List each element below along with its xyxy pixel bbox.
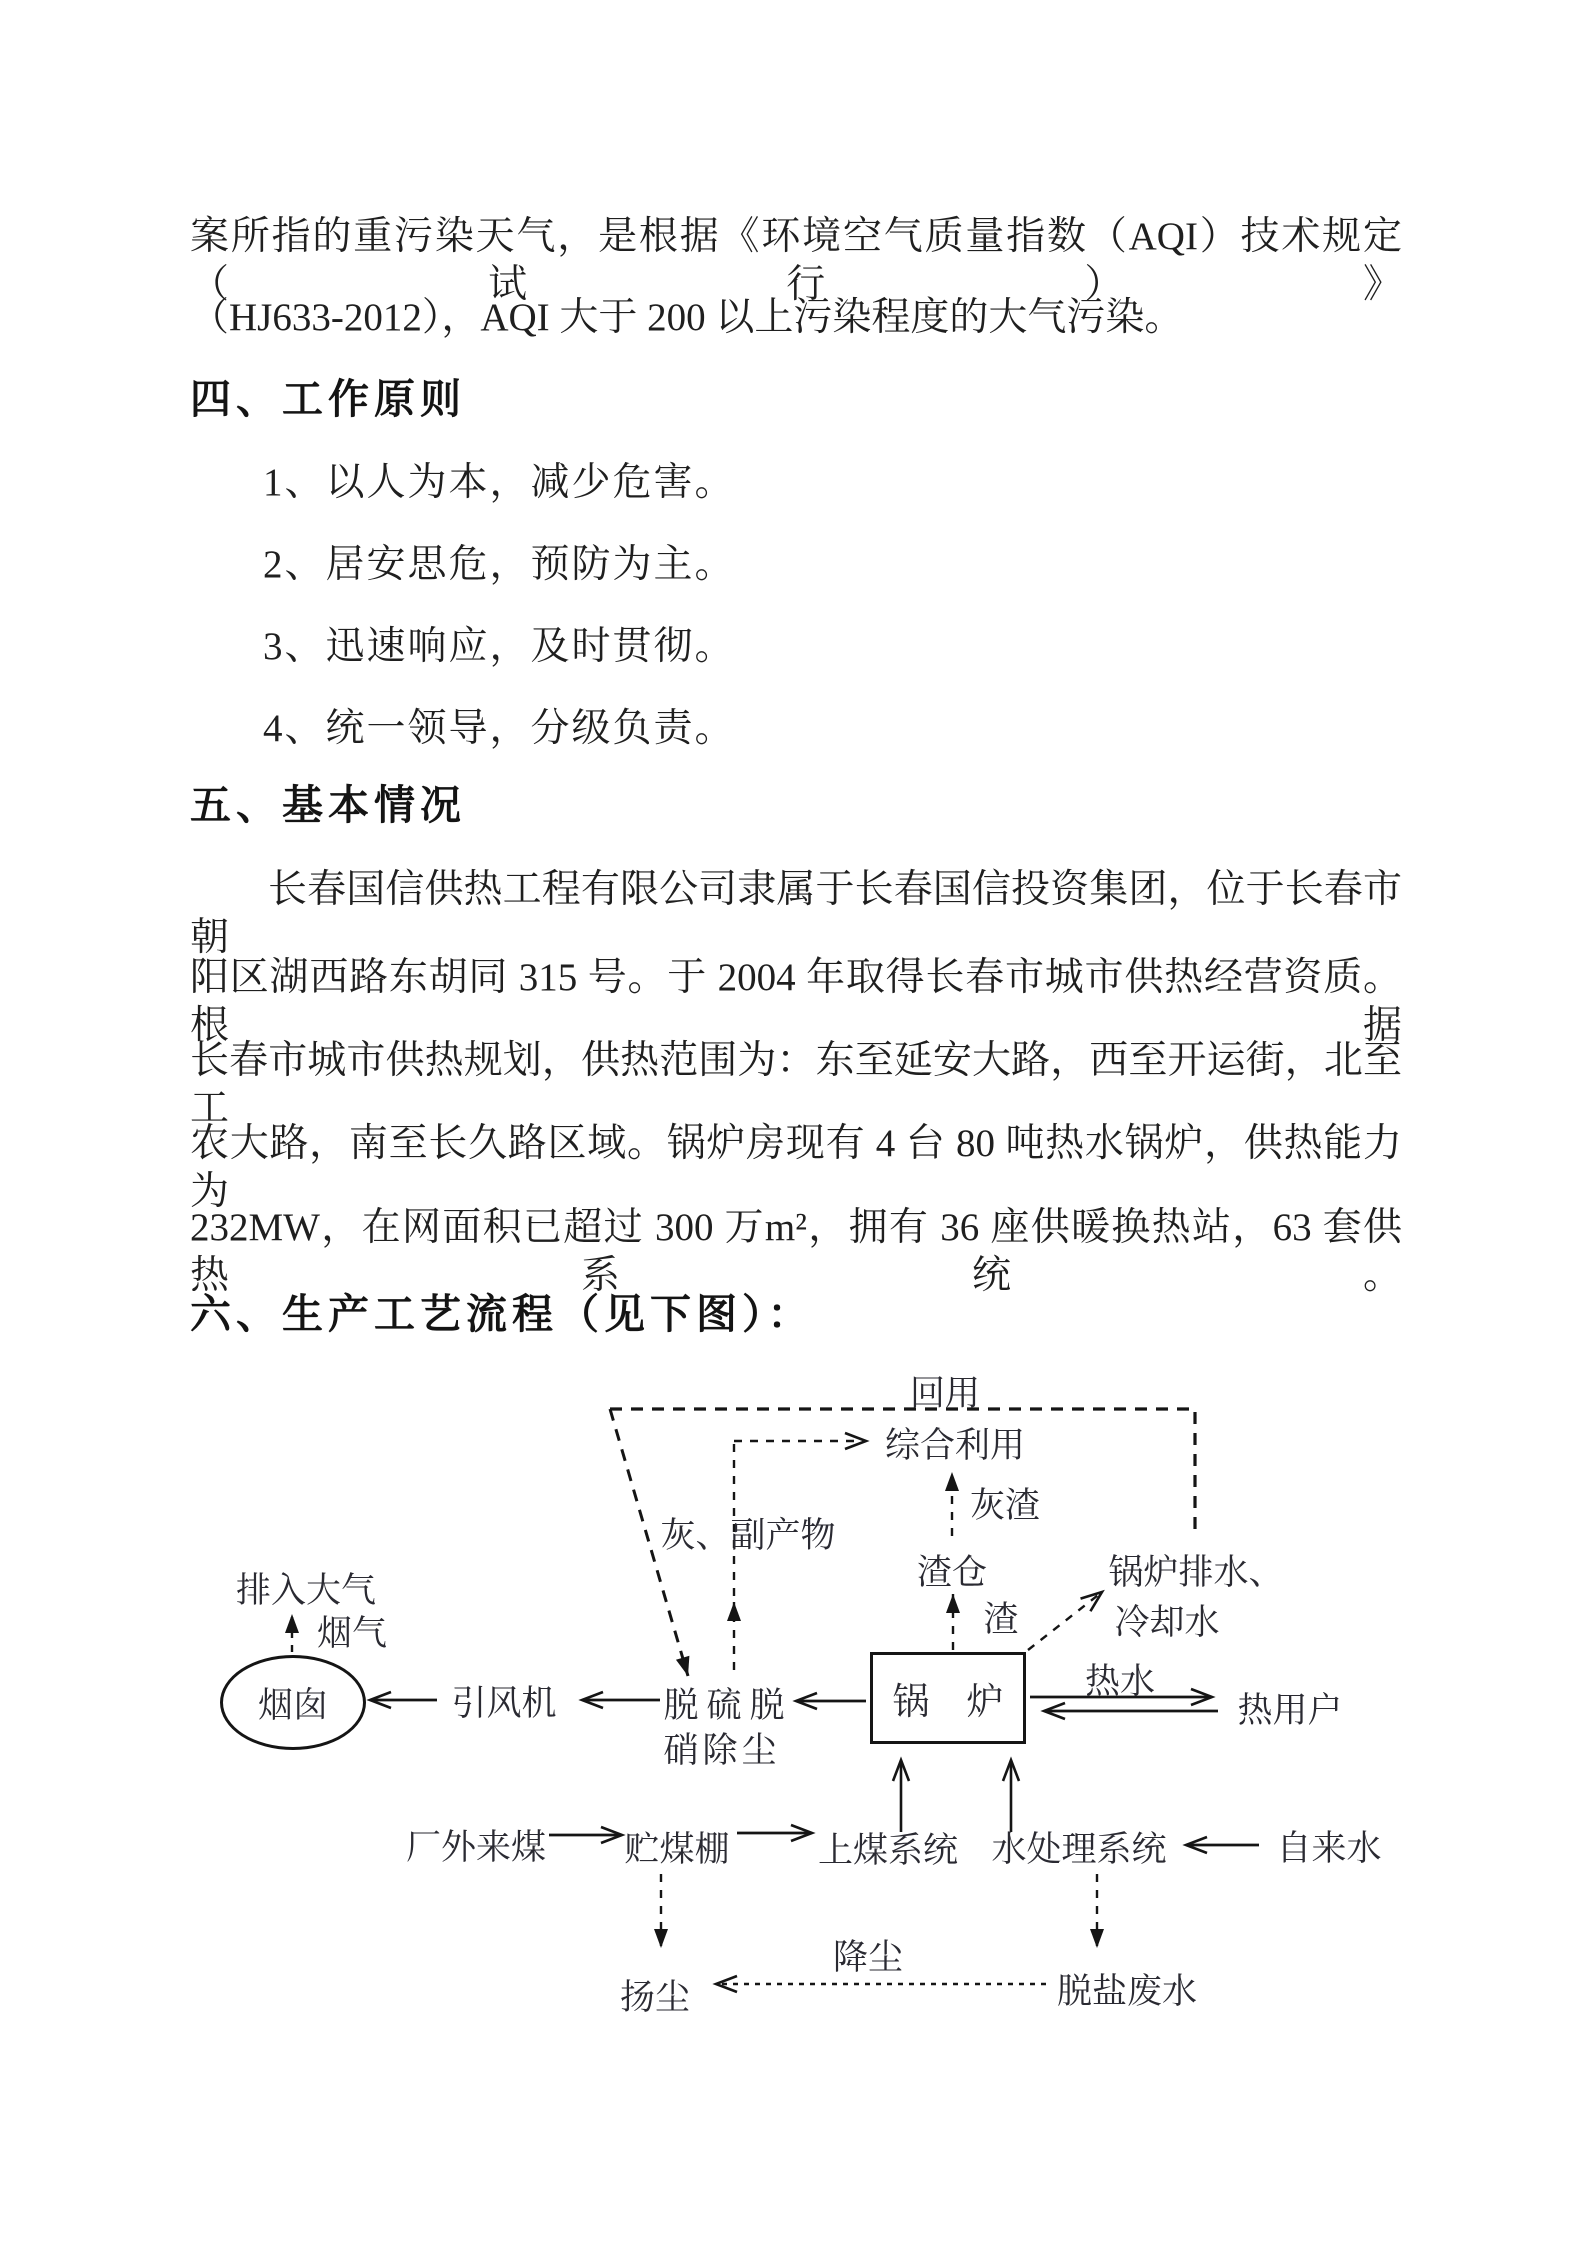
- label-boiler-drain: 锅炉排水、: [1108, 1553, 1284, 1592]
- doc-line-13: 232MW，在网面积已超过 300 万m²，拥有 36 座供暖换热站，63 套供热系统。: [190, 1206, 1402, 1297]
- principle-item-2: 2、居安思危，预防为主。: [263, 543, 736, 586]
- label-to-atmosphere: 排入大气: [235, 1571, 377, 1610]
- boiler-label: 锅 炉: [892, 1682, 1004, 1723]
- principle-item-1: 1、以人为本，减少危害。: [263, 461, 736, 504]
- label-dust-suppression: 降尘: [832, 1938, 904, 1977]
- section-heading-4: 四、工作原则: [190, 376, 466, 422]
- label-dust-emission: 扬尘: [619, 1978, 691, 2017]
- label-coal-shed: 贮煤棚: [624, 1830, 730, 1869]
- label-coal-from-outside: 厂外来煤: [405, 1828, 547, 1867]
- label-coal-feeding-system: 上煤系统: [817, 1831, 959, 1870]
- label-comprehensive-use: 综合利用: [884, 1426, 1026, 1465]
- doc-line-10: 阳区湖西路东胡同 315 号。于 2004 年取得长春市城市供热经营资质。根据: [190, 956, 1402, 1047]
- label-water-treatment-system: 水处理系统: [991, 1830, 1167, 1869]
- doc-line-11: 长春市城市供热规划，供热范围为：东至延安大路，西至开运街，北至工: [190, 1039, 1402, 1130]
- principle-item-4: 4、统一领导，分级负责。: [263, 707, 736, 750]
- boiler-node: [870, 1652, 1026, 1744]
- doc-line-1: 案所指的重污染天气，是根据《环境空气质量指数（AQI）技术规定（试行）》: [190, 215, 1402, 306]
- label-ash-residue: 灰渣: [969, 1486, 1041, 1525]
- label-ash-byproduct: 灰、副产物: [660, 1516, 836, 1555]
- label-desulfurization-line2: 硝除尘: [663, 1731, 781, 1770]
- label-reuse: 回用: [909, 1374, 981, 1413]
- section-heading-6: 六、生产工艺流程（见下图）：: [190, 1291, 814, 1337]
- chimney-node: [220, 1655, 366, 1750]
- section-heading-5: 五、基本情况: [190, 782, 466, 828]
- chimney-label: 烟囱: [257, 1685, 328, 1725]
- principle-item-3: 3、迅速响应，及时贯彻。: [263, 625, 736, 668]
- label-induced-draft-fan: 引风机: [451, 1684, 557, 1723]
- label-slag: 渣: [983, 1600, 1019, 1639]
- doc-line-12: 农大路，南至长久路区域。锅炉房现有 4 台 80 吨热水锅炉，供热能力为: [190, 1122, 1402, 1213]
- label-flue-gas: 烟气: [316, 1614, 388, 1653]
- doc-line-9: 长春国信供热工程有限公司隶属于长春国信投资集团，位于长春市朝: [190, 868, 1402, 959]
- label-desulfurization-line1: 脱硫脱: [663, 1686, 793, 1725]
- label-heat-users: 热用户: [1237, 1691, 1343, 1730]
- label-cooling-water: 冷却水: [1114, 1603, 1220, 1642]
- label-slag-bin: 渣仓: [916, 1553, 988, 1592]
- doc-line-2: （HJ633-2012），AQI 大于 200 以上污染程度的大气污染。: [190, 296, 1184, 339]
- label-desalted-wastewater: 脱盐废水: [1056, 1972, 1198, 2011]
- label-tap-water: 自来水: [1276, 1829, 1382, 1868]
- label-hot-water: 热水: [1084, 1662, 1156, 1701]
